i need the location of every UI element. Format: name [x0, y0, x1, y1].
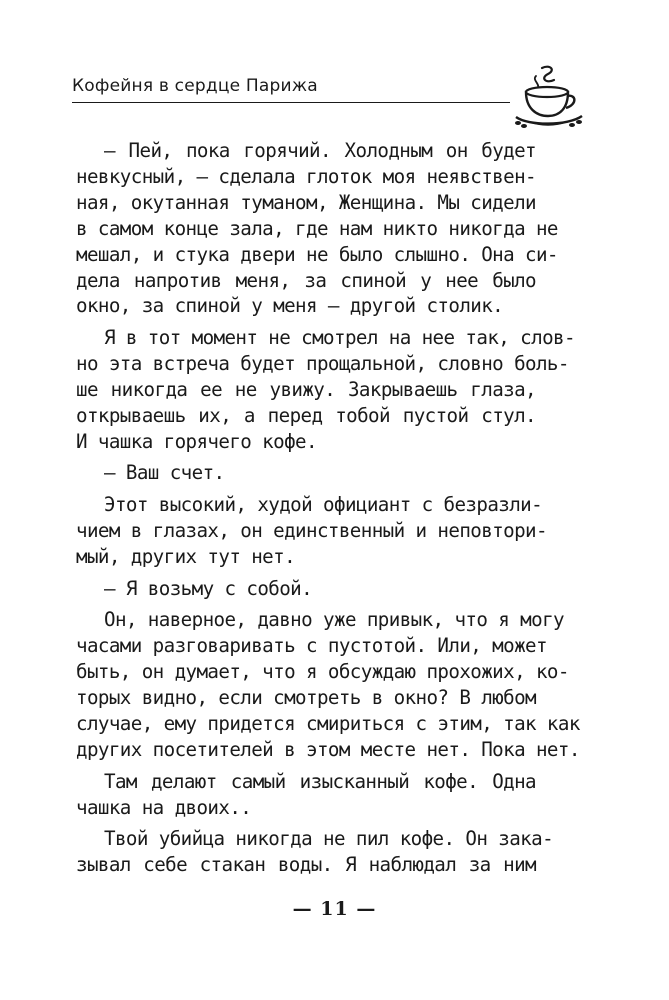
text-line: — Ваш счет. — [104, 461, 225, 485]
text-line: Он, наверное, давно уже привык, что я могу — [104, 608, 564, 632]
paragraph — [76, 138, 558, 319]
paragraph — [76, 826, 554, 878]
text-line: других посетителей в этом месте нет. Пока нет. — [76, 737, 580, 761]
text-line: в самом конце зала, где нам никто никогда не — [76, 216, 558, 240]
body-text — [76, 138, 580, 884]
paragraph — [76, 607, 580, 762]
text-line: зывал себе стакан воды. Я наблюдал за ним — [76, 853, 536, 877]
coffee-cup-icon — [510, 62, 588, 132]
running-head: Кофейня в сердце Парижа — [72, 76, 318, 96]
text-line: окно, за спиной у меня — другой столик. — [76, 294, 504, 318]
text-line: Там делают самый изысканный кофе. Одна — [104, 769, 536, 793]
text-line: ная, окутанная туманом, Женщина. Мы сидели — [76, 190, 536, 214]
text-line: мый, других тут нет. — [76, 544, 296, 568]
page-number: — 11 — — [292, 898, 377, 920]
text-line: Я в тот момент не смотрел на нее так, слов- — [104, 326, 575, 350]
text-line: И чашка горячего кофе. — [76, 429, 317, 453]
text-line: дела напротив меня, за спиной у нее было — [76, 268, 536, 292]
text-line: но эта встреча будет прощальной, словно боль- — [76, 352, 569, 376]
text-line: часами разговаривать с пустотой. Или, может — [76, 634, 547, 658]
text-line: мешал, и стука двери не было слышно. Она си- — [76, 242, 558, 266]
text-line: Этот высокий, худой официант с безразли- — [104, 493, 543, 517]
text-line: чашка на двоих.. — [76, 795, 252, 819]
paragraph — [76, 769, 536, 821]
paragraph — [76, 576, 536, 602]
text-line: — Я возьму с собой. — [104, 576, 313, 600]
text-line: торых видно, если смотреть в окно? В любом — [76, 686, 536, 710]
header-rule — [72, 102, 510, 103]
text-line: невкусный, — сделала глоток моя неявствен- — [76, 164, 536, 188]
text-line: быть, он думает, что я обсуждаю прохожих, ко- — [76, 660, 569, 684]
text-line: — Пей, пока горячий. Холодным он будет — [104, 139, 536, 162]
text-line: ше никогда ее не увижу. Закрываешь глаза, — [76, 377, 536, 401]
text-line: открываешь их, а перед тобой пустой стул. — [76, 403, 536, 427]
paragraph — [76, 460, 536, 486]
text-line: Твой убийца никогда не пил кофе. Он зака- — [104, 827, 554, 851]
paragraph — [76, 325, 575, 455]
text-line: чием в глазах, он единственный и неповтори- — [76, 519, 547, 543]
text-line: случае, ему придется смириться с этим, так как — [76, 712, 580, 736]
paragraph — [76, 492, 547, 570]
